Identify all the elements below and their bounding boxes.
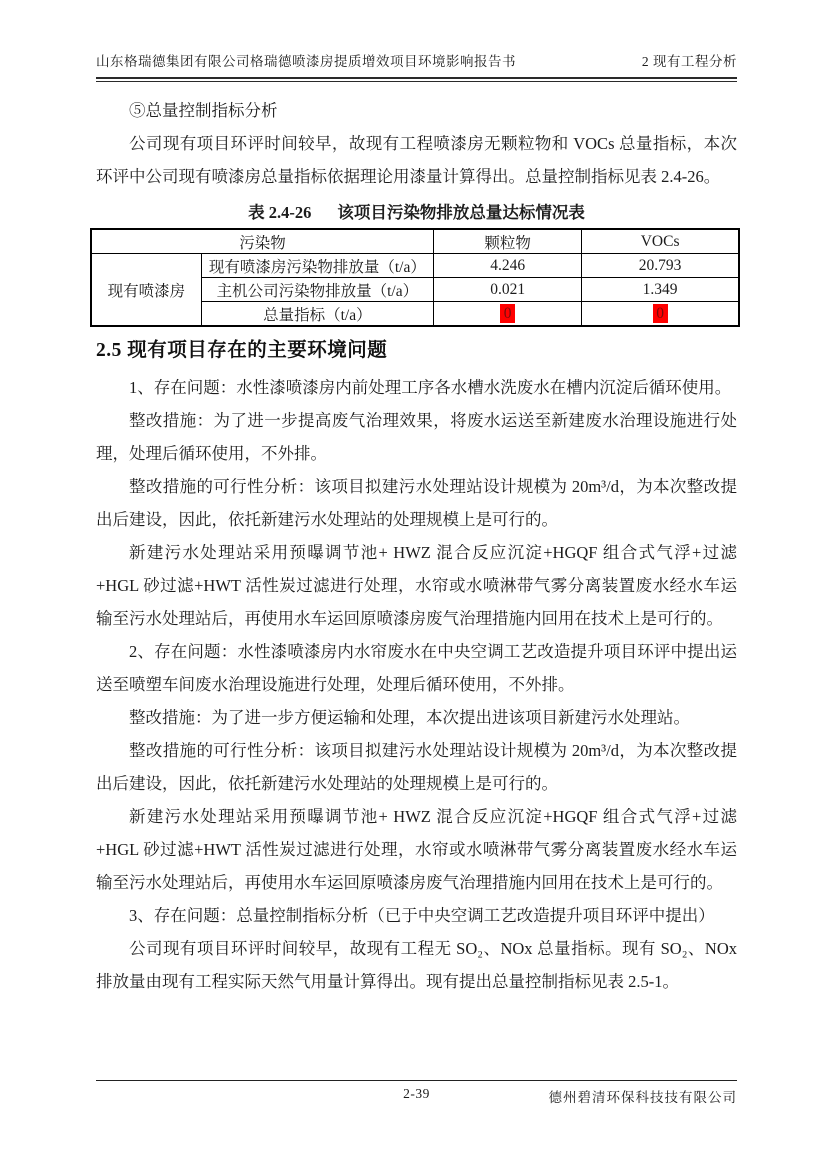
body-paragraph: 整改措施：为了进一步提高废气治理效果，将废水运送至新建废水治理设施进行处理，处理后循环使用，不外排。 [96, 411, 737, 463]
page-footer [96, 1080, 737, 1105]
table-title [96, 198, 737, 227]
page-header [96, 50, 737, 82]
emission-table-wrap [90, 228, 740, 327]
highlighted-value: 0 [500, 304, 515, 323]
header-chapter-label: 2 现有工程分析 [641, 54, 737, 69]
body-paragraph: 新建污水处理站采用预曝调节池+ HWZ 混合反应沉淀+HGQF 组合式气浮+过滤+HGL 砂过滤+HWT 活性炭过滤进行处理，水帘或水喷淋带气雾分离装置废水经水车运输至污水处理站后，再使用水车运回原喷漆房废气治理措施内回用在技术上是可行的。 [96, 543, 737, 628]
row-value-pm: 0.021 [434, 278, 582, 302]
header-doc-title: 山东格瑞德集团有限公司格瑞德喷漆房提质增效项目环境影响报告书 [96, 54, 516, 69]
row-label: 总量指标（t/a） [201, 302, 433, 327]
row-value-pm [434, 302, 582, 327]
body-paragraph: 整改措施的可行性分析：该项目拟建污水处理站设计规模为 20m³/d，为本次整改提出后建设，因此，依托新建污水处理站的处理规模上是可行的。 [96, 741, 737, 793]
body-paragraph: 1、存在问题：水性漆喷漆房内前处理工序各水槽水洗废水在槽内沉淀后循环使用。 [129, 378, 732, 397]
body-paragraph: 整改措施的可行性分析：该项目拟建污水处理站设计规模为 20m³/d，为本次整改提出后建设，因此，依托新建污水处理站的处理规模上是可行的。 [96, 477, 737, 529]
row-label: 现有喷漆房污染物排放量（t/a） [201, 254, 433, 278]
page-content [96, 94, 737, 998]
paragraph-item5-title: ⑤总量控制指标分析 [129, 101, 278, 120]
row-group-label: 现有喷漆房 [91, 254, 201, 327]
table-number: 表 2.4-26 [248, 203, 312, 222]
highlighted-value: 0 [653, 304, 668, 323]
body-paragraph: 2、存在问题：水性漆喷漆房内水帘废水在中央空调工艺改造提升项目环评中提出运送至喷塑车间废水治理设施进行处理，处理后循环使用，不外排。 [96, 642, 737, 694]
row-value-pm: 4.246 [434, 254, 582, 278]
row-label: 主机公司污染物排放量（t/a） [201, 278, 433, 302]
table-caption: 该项目污染物排放总量达标情况表 [337, 203, 585, 222]
body-paragraph: 新建污水处理站采用预曝调节池+ HWZ 混合反应沉淀+HGQF 组合式气浮+过滤+HGL 砂过滤+HWT 活性炭过滤进行处理，水帘或水喷淋带气雾分离装置废水经水车运输至污水处理站后，再使用水车运回原喷漆房废气治理措施内回用在技术上是可行的。 [96, 807, 737, 892]
row-value-vocs: 20.793 [582, 254, 739, 278]
body-paragraph: 整改措施：为了进一步方便运输和处理，本次提出进该项目新建污水处理站。 [129, 708, 690, 727]
body-paragraph: 公司现有项目环评时间较早，故现有工程无 SO₂、NOx 总量指标。现有 SO₂、NOx 排放量由现有工程实际天然气用量计算得出。现有提出总量控制指标见表 2.5-1。 [96, 939, 737, 991]
header-row [96, 50, 737, 77]
header-cell-pm: 颗粒物 [434, 229, 582, 254]
table-row [91, 254, 739, 278]
header-cell-vocs: VOCs [582, 229, 739, 254]
header-cell-pollutant: 污染物 [91, 229, 434, 254]
row-value-vocs [582, 302, 739, 327]
footer-company-name: 德州碧清环保科技技有限公司 [548, 1090, 737, 1105]
section-heading: 2.5 现有项目存在的主要环境问题 [96, 340, 388, 361]
body-paragraph: 3、存在问题：总量控制指标分析（已于中央空调工艺改造提升项目环评中提出） [129, 906, 715, 925]
header-rule [96, 77, 737, 82]
paragraph-intro: 公司现有项目环评时间较早，故现有工程喷漆房无颗粒物和 VOCs 总量指标，本次环评中公司现有喷漆房总量指标依据理论用漆量计算得出。总量控制指标见表 2.4-26。 [96, 134, 737, 186]
page-number: 2-39 [403, 1086, 430, 1101]
emission-totals-table [90, 228, 740, 327]
table-header-row [91, 229, 739, 254]
row-value-vocs: 1.349 [582, 278, 739, 302]
